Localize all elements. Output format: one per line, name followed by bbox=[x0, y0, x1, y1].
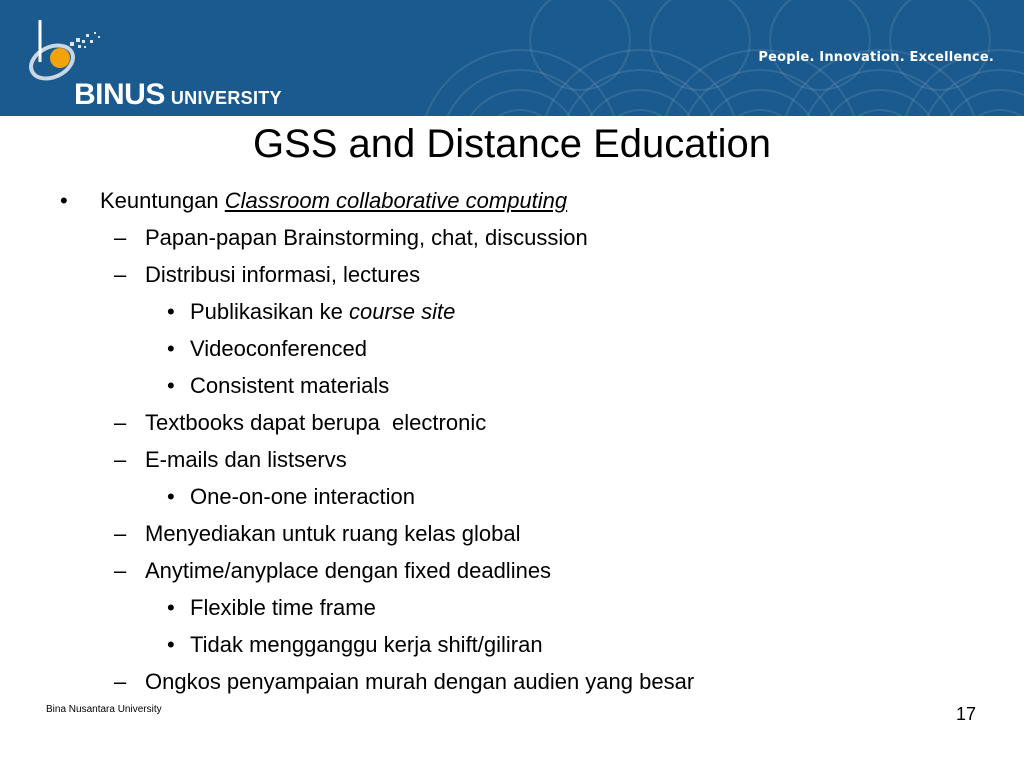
bullet-text-emphasis: course site bbox=[348, 299, 456, 324]
bullet-text: Ongkos penyampaian murah dengan audien yang besar bbox=[145, 669, 695, 694]
page-number: 17 bbox=[955, 704, 976, 724]
bullet-marker: • bbox=[167, 373, 175, 398]
bullet-text bbox=[100, 186, 567, 216]
bullet-text: Flexible time frame bbox=[190, 595, 376, 620]
bullet-marker: • bbox=[167, 484, 175, 509]
dash-marker: – bbox=[114, 225, 127, 250]
bullet-text: Anytime/anyplace dengan fixed deadlines bbox=[145, 558, 552, 583]
bullet-text-plain: Keuntungan bbox=[100, 188, 225, 213]
bullet-text: Tidak mengganggu kerja shift/giliran bbox=[190, 632, 543, 657]
bullet-text: Papan-papan Brainstorming, chat, discussion bbox=[145, 225, 588, 250]
logo-university-text: UNIVERSITY bbox=[170, 88, 282, 108]
dash-marker: – bbox=[114, 262, 127, 287]
bullet-marker: • bbox=[167, 336, 175, 361]
bullet-text-emphasis: Classroom collaborative computing bbox=[224, 188, 568, 213]
bullet-text-plain: Publikasikan ke bbox=[190, 299, 349, 324]
bullet-text: Textbooks dapat berupa electronic bbox=[145, 410, 487, 435]
bullet-text: Videoconferenced bbox=[190, 336, 367, 361]
bullet-text: Distribusi informasi, lectures bbox=[145, 262, 421, 287]
bullet-text: One-on-one interaction bbox=[190, 484, 416, 509]
dash-marker: – bbox=[114, 410, 127, 435]
dash-marker: – bbox=[114, 447, 127, 472]
dash-marker: – bbox=[114, 669, 127, 694]
bullet-marker: • bbox=[167, 632, 175, 657]
logo-binus-text: BINUS bbox=[74, 78, 165, 111]
slide-title: GSS and Distance Education bbox=[252, 122, 772, 166]
bullet-marker: • bbox=[60, 188, 68, 213]
logo-wordmark bbox=[74, 80, 282, 110]
bullet-text bbox=[190, 297, 455, 327]
bullet-marker: • bbox=[167, 299, 175, 324]
bullet-text: Consistent materials bbox=[190, 373, 390, 398]
footer-organization: Bina Nusantara University bbox=[46, 704, 162, 715]
bullet-marker: • bbox=[167, 595, 175, 620]
dash-marker: – bbox=[114, 558, 127, 583]
bullet-text: E-mails dan listservs bbox=[145, 447, 347, 472]
dash-marker: – bbox=[114, 521, 127, 546]
tagline: People. Innovation. Excellence. bbox=[758, 50, 994, 65]
bullet-text: Menyediakan untuk ruang kelas global bbox=[145, 521, 521, 546]
binus-logo bbox=[22, 18, 312, 111]
header-banner bbox=[0, 0, 1024, 116]
